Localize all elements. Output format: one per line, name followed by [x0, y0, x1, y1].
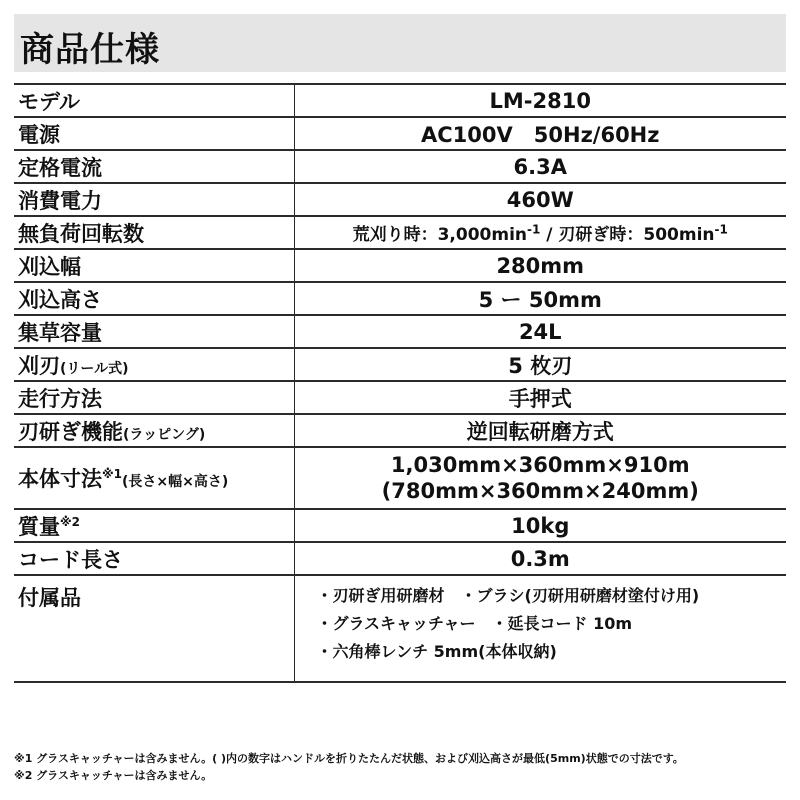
spec-value: 6.3A — [294, 150, 786, 183]
accessory-item: ・グラスキャッチャー ・延長コード 10m — [316, 614, 633, 633]
label-note: (ラッピング) — [123, 426, 206, 443]
spec-label — [14, 447, 294, 509]
footnote-mark: ※1 — [102, 467, 123, 481]
table-row — [14, 315, 786, 348]
spec-label: 走行方法 — [14, 381, 294, 414]
table-row — [14, 414, 786, 447]
value-part: 荒刈り時：3,000min — [352, 225, 528, 245]
spec-value: LM-2810 — [294, 84, 786, 117]
footnotes — [14, 750, 786, 784]
dimension-line: 1,030mm×360mm×910m — [390, 453, 690, 477]
spec-value: 280mm — [294, 249, 786, 282]
spec-value: 460W — [294, 183, 786, 216]
spec-value — [294, 447, 786, 509]
spec-value: 5 ー 50mm — [294, 282, 786, 315]
label-note: (リール式) — [60, 360, 129, 377]
footnote: ※1 グラスキャッチャーは含みません。( )内の数字はハンドルを折りたたんだ状態、および刈込高さが最低(5mm)状態での寸法です。 — [14, 752, 684, 765]
superscript: -1 — [714, 222, 728, 237]
label-main: 本体寸法 — [18, 467, 102, 491]
spec-label: 定格電流 — [14, 150, 294, 183]
spec-label — [14, 348, 294, 381]
table-row — [14, 447, 786, 509]
table-row — [14, 216, 786, 249]
table-row — [14, 509, 786, 542]
spec-value: 手押式 — [294, 381, 786, 414]
spec-table — [14, 83, 786, 683]
spec-value: 0.3m — [294, 542, 786, 575]
table-row — [14, 183, 786, 216]
spec-label: 刈込高さ — [14, 282, 294, 315]
table-row — [14, 348, 786, 381]
spec-label: 刈込幅 — [14, 249, 294, 282]
footnote-mark: ※2 — [60, 514, 81, 529]
table-row — [14, 381, 786, 414]
table-row — [14, 84, 786, 117]
label-main: 質量 — [18, 514, 60, 539]
spec-label: 付属品 — [14, 575, 294, 682]
spec-label: コード長さ — [14, 542, 294, 575]
spec-label: モデル — [14, 84, 294, 117]
superscript: -1 — [527, 222, 541, 237]
label-note: (長さ×幅×高さ) — [122, 474, 229, 490]
accessory-list — [294, 575, 786, 682]
spec-label: 消費電力 — [14, 183, 294, 216]
value-part: / 刃研ぎ時：500min — [540, 225, 715, 245]
label-main: 刃研ぎ機能 — [18, 419, 123, 444]
footnote: ※2 グラスキャッチャーは含みません。 — [14, 769, 213, 782]
spec-label — [14, 509, 294, 542]
accessory-item: ・刃研ぎ用研磨材 ・ブラシ(刃研用研磨材塗付け用) — [316, 586, 700, 605]
section-header — [14, 14, 786, 72]
accessory-item: ・六角棒レンチ 5mm(本体収納) — [316, 642, 557, 661]
spec-value: 10kg — [294, 509, 786, 542]
spec-label: 集草容量 — [14, 315, 294, 348]
table-row — [14, 150, 786, 183]
spec-label — [14, 414, 294, 447]
spec-value: 逆回転研磨方式 — [294, 414, 786, 447]
table-row — [14, 542, 786, 575]
table-row — [14, 117, 786, 150]
label-main: 刈刃 — [18, 353, 60, 378]
spec-value: 24L — [294, 315, 786, 348]
table-row — [14, 575, 786, 682]
table-row — [14, 282, 786, 315]
spec-label: 無負荷回転数 — [14, 216, 294, 249]
page-title: 商品仕様 — [20, 30, 160, 70]
spec-value: AC100V 50Hz/60Hz — [294, 117, 786, 150]
dimension-line: (780mm×360mm×240mm) — [381, 479, 699, 503]
spec-label: 電源 — [14, 117, 294, 150]
spec-value: 5 枚刃 — [294, 348, 786, 381]
table-row — [14, 249, 786, 282]
spec-value — [294, 216, 786, 249]
